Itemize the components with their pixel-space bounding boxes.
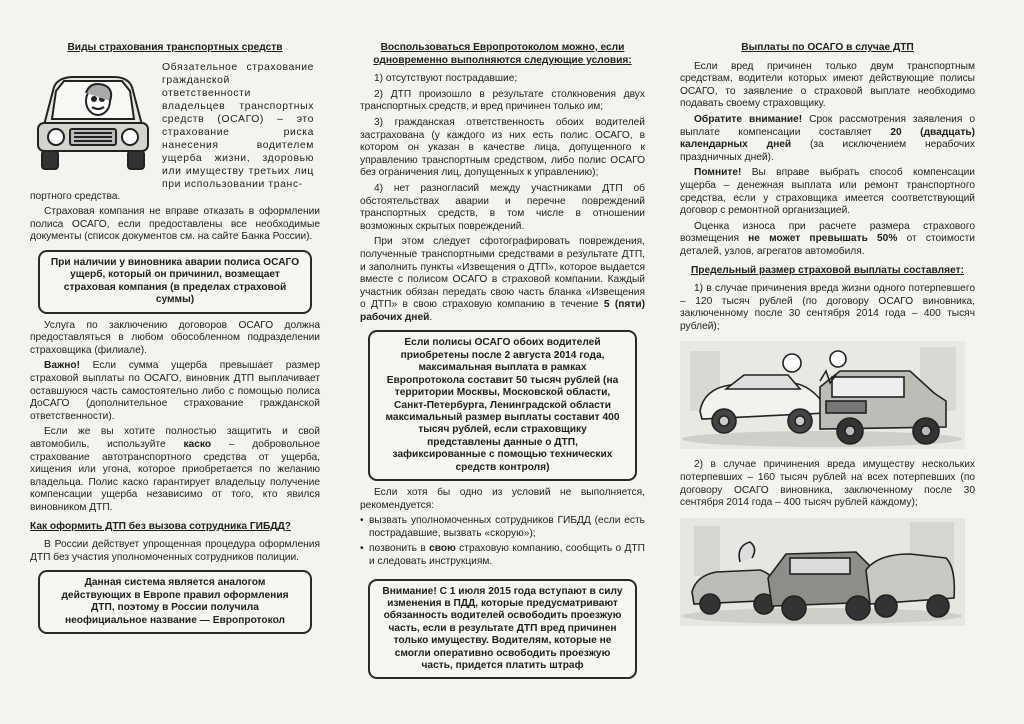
twenty-days: 20 (двадцать) календарных дней — [680, 126, 975, 151]
important-text: Если сумма ущерба превышает размер страховой выплаты по ОСАГО, виновник ДТП выплачивает оставшуюся часть самостоятельно либо с помощью полиса ДоСАГО (дополнительное страхование гражданской ответственности). — [30, 360, 320, 422]
column-europrotocol-conditions — [360, 0, 645, 724]
section-heading-payments: Выплаты по ОСАГО в случае ДТП — [741, 42, 914, 53]
osago-definition: Обязательное страхование гражданской ответственности владельцев транспортных средств (ОСАГО) – это страхование риска нанесения водителем ущерба жизни, здоровью или имуществу третьих лиц при использовании транс- — [162, 61, 314, 190]
attention-label: Обратите внимание! — [694, 113, 803, 125]
paragraph-recommendation: Если хотя бы одно из условий не выполняется, рекомендуется: — [360, 486, 645, 511]
kasko-label: каско — [183, 438, 212, 450]
cartoon-car-illustration — [34, 67, 152, 175]
callout-culprit-osago: При наличии у виновника аварии полиса ОСАГО ущерб, который он причинил, возмещает страховая компания (в пределах страховой суммы) — [38, 250, 312, 314]
attention-text-b: (за исключением нерабочих праздничных дней). — [680, 139, 975, 163]
column-insurance-types — [30, 0, 320, 724]
photograph-text-a: При этом следует сфотографировать повреждения, полученные транспортными средствами в результате ДТП, и заполнить пункты «Извещения о ДТП», которое выдается вместе с полисом ОСАГО в страховой компании. Каждый участник обязан передать свою часть бланка «Извещения о ДТП» в свою страховую компанию в течение — [360, 236, 645, 311]
limit-item-2: 2) в случае причинения вреда имуществу нескольких потерпевших – 160 тысяч рублей на всех потерпевших (по договору ОСАГО виновника, заключенному после 30 сентября 2014 года – 400 тысяч рублей каждому); — [680, 459, 975, 509]
callout-traffic-rules-change: Внимание! С 1 июля 2015 года вступают в силу изменения в ПДД, которые предусматривают обязанность водителей освободить проезжую часть, если в результате ДТП вред причинен только имуществу. Водителям, которые не смогли оперативно освободить проезжую часть, придется платить штраф — [368, 579, 637, 680]
call-insurer-text-a: позвонить в — [369, 543, 430, 555]
car-collision-illustration — [680, 341, 965, 449]
five-working-days: 5 (пяти) рабочих дней — [360, 299, 645, 323]
paragraph-branch-service: Услуга по заключению договоров ОСАГО должна предоставляться в любом обособленном подразделении страховщика (филиале). — [30, 319, 320, 356]
wear-limit: не может превышать 50% — [748, 233, 898, 245]
paragraph-wear — [680, 221, 975, 259]
paragraph-own-insurer: Если вред причинен только двум транспортным средствам, водители которых имеют действующие полисы ОСАГО, то заявление о страховой выплате необходимо подавать своему страховщику. — [680, 60, 975, 110]
callout-max-payment: Если полисы ОСАГО обоих водителей приобретены после 2 августа 2014 года, максимальная выплата в рамках Европротокола составит 50 тысяч рублей (на территории Москвы, Московской области, Санкт-Петербурга, Ленинградской области максимальный размер выплаты составит 400 тысяч рублей, если страховщику представлены данные о ДТП, зафиксированные с помощью технических средств контроля) — [368, 330, 637, 480]
condition-2: 2) ДТП произошло в результате столкновения двух транспортных средств, и вред причинен только им; — [360, 88, 645, 113]
important-label: Важно! — [44, 360, 81, 372]
paragraph-simplified-procedure: В России действует упрощенная процедура оформления ДТП без участия уполномоченных сотрудников полиции. — [30, 539, 320, 563]
section-heading-insurance-types: Виды страхования транспортных средств — [67, 42, 283, 53]
kasko-text-a: Если же вы хотите полностью защитить и свой автомобиль, используйте — [30, 426, 320, 450]
callout-europrotocol: Данная система является аналогом действующих в Европе правил оформления ДТП, поэтому в России получила неофициальное название — Европротокол — [38, 570, 312, 634]
condition-1: 1) отсутствуют пострадавшие; — [374, 73, 518, 85]
call-insurer-text-b: страховую компанию, сообщить о ДТП и следовать инструкциям. — [369, 543, 645, 567]
limit-item-1: 1) в случае причинения вреда жизни одного потерпевшего – 120 тысяч рублей (по договору ОСАГО виновника, заключенному после 30 сентября 2014 года – 400 тысяч рублей); — [680, 283, 975, 332]
multi-car-collision-illustration — [680, 518, 965, 626]
wear-text-b: от стоимости деталей, узлов, агрегатов автомобиля. — [680, 233, 975, 257]
condition-4: 4) нет разногласий между участниками ДТП об обстоятельствах аварии и перечне повреждений транспортных средств, в том числе в отношении возможных скрытых повреждений. — [360, 182, 645, 232]
photograph-text-b: . — [429, 311, 433, 323]
paragraph-photograph — [360, 236, 645, 324]
bullet-call-police: • вызвать уполномоченных сотрудников ГИБДД (если есть пострадавшие, вызвать «скорую»); — [360, 515, 645, 540]
section-heading-no-police: Как оформить ДТП без вызова сотрудника ГИБДД? — [30, 520, 291, 532]
remember-text: Вы вправе выбрать способ компенсации ущерба – денежная выплата или ремонт транспортного средства, если у страховщика имеется соответствующий договор с ремонтной организацией. — [680, 167, 975, 217]
kasko-text-b: – добровольное страхование автотранспортного средства от ущерба, хищения или угона, которое приобретается по желанию владельца. Полис каско гарантирует владельцу получение компенсации ущерба независимо от того, кто явился виновником ДТП. — [30, 438, 320, 513]
osago-intro-block — [30, 61, 320, 191]
paragraph-kasko — [30, 426, 320, 514]
section-heading-limits: Предельный размер страховой выплаты составляет: — [690, 264, 965, 276]
column-osago-payments — [680, 0, 975, 724]
own-label: свою — [429, 543, 456, 555]
paragraph-remember — [680, 167, 975, 217]
osago-definition-tail: портного средства. — [30, 190, 121, 202]
wear-text-a: Оценка износа при расчете размера страхового возмещения — [680, 220, 975, 245]
remember-label: Помните! — [694, 167, 742, 179]
bullet-call-insurer — [360, 543, 645, 568]
paragraph-attention — [680, 114, 975, 164]
condition-3: 3) гражданская ответственность обоих водителей застрахована (у каждого из них есть полис ОСАГО, в котором он указан в качестве лица, допущенного к управлению транспортным средством, либо полис ОСАГО без ограничения лиц, допущенных к управлению); — [360, 116, 645, 179]
paragraph-important — [30, 360, 320, 423]
section-heading-europrotocol: Воспользоваться Европротоколом можно, если одновременно выполняются следующие условия: — [373, 42, 632, 66]
attention-text-a: Срок рассмотрения заявления о выплате компенсации составляет — [680, 113, 975, 138]
paragraph-refusal: Страховая компания не вправе отказать в оформлении полиса ОСАГО, если предоставлены все необходимые документы (список документов см. на сайте Банка России). — [30, 206, 320, 243]
